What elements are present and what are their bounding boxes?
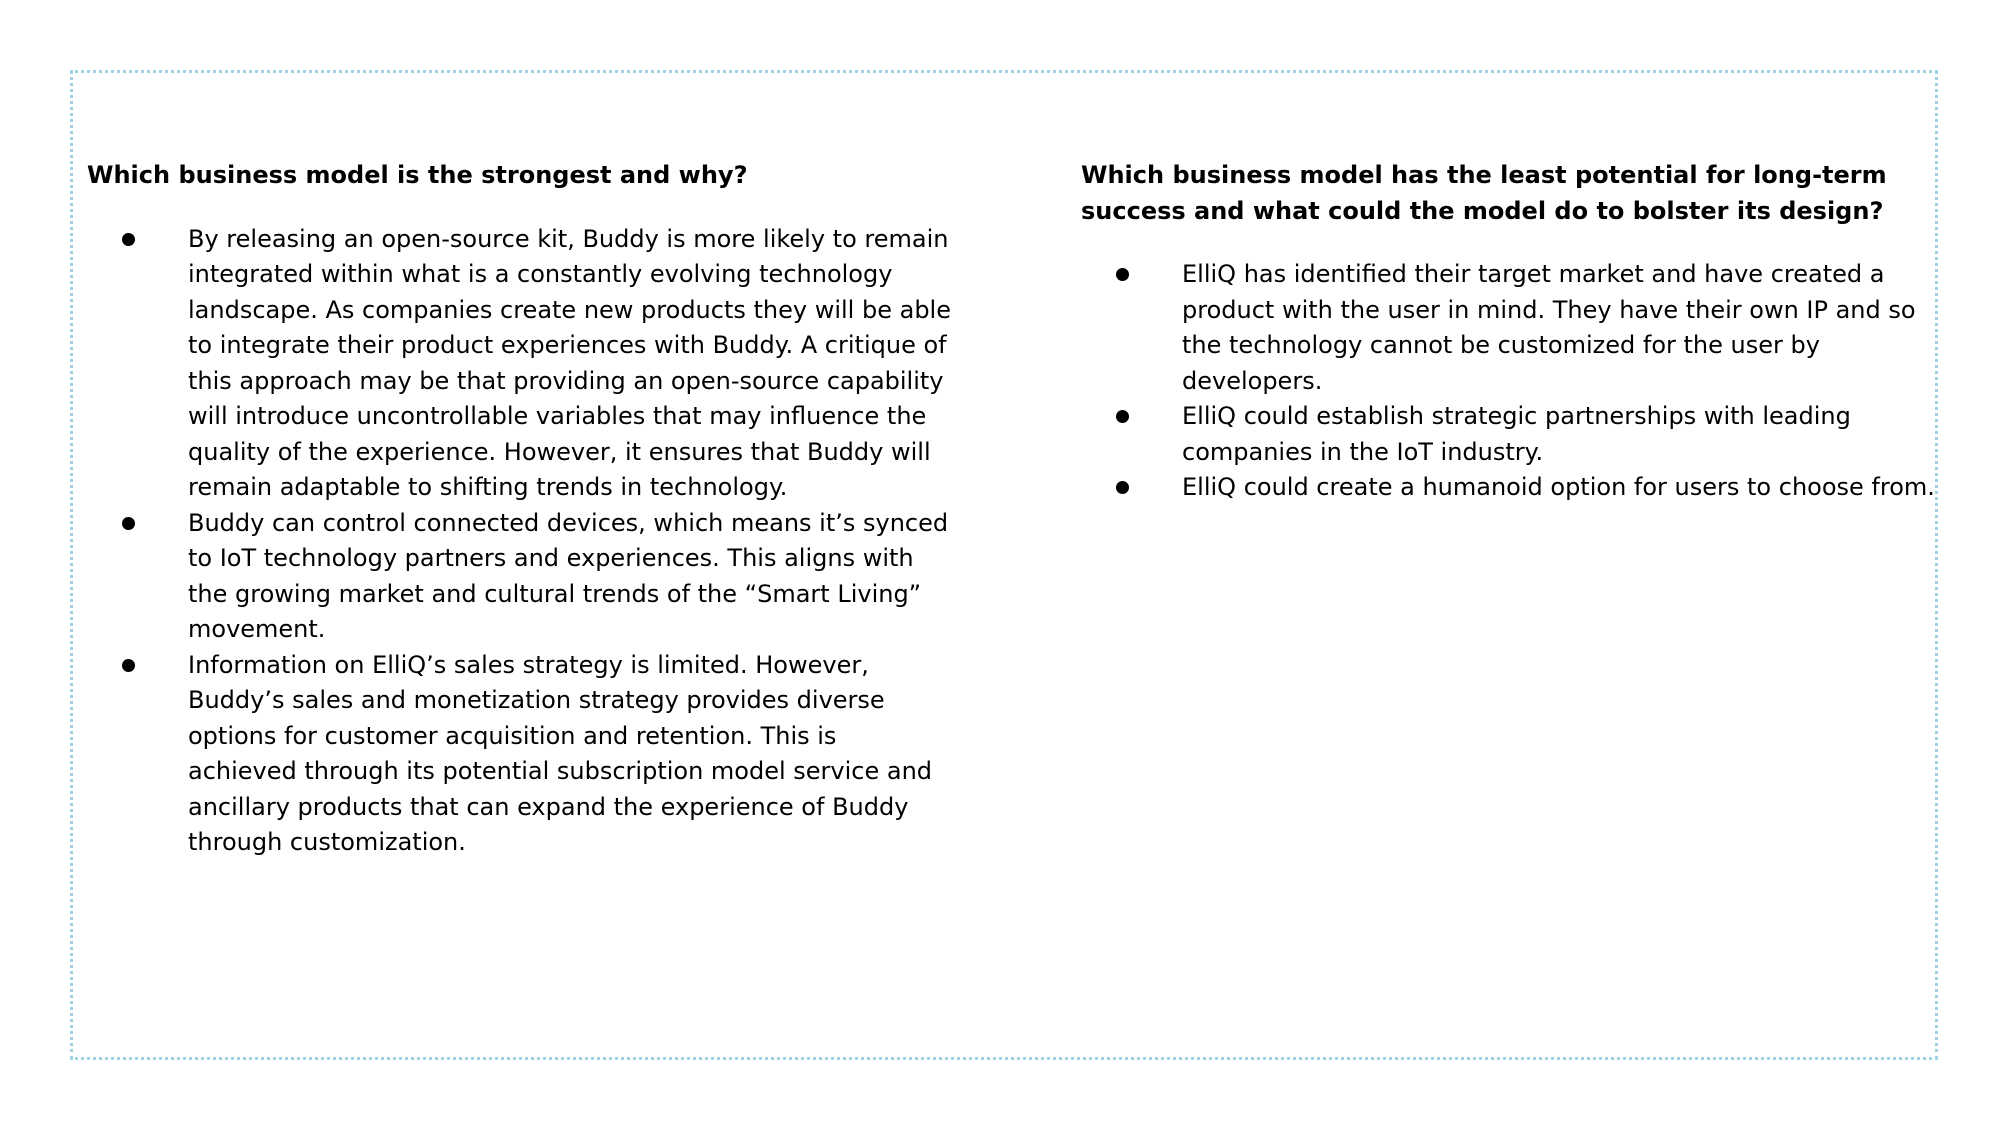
bullet-line: developers.: [1182, 366, 1323, 395]
bullet-line: ancillary products that can expand the experience of Buddy: [188, 792, 909, 821]
left-bullet-2: [87, 506, 987, 648]
bullet-dot-icon: [1116, 268, 1129, 281]
bullet-dot-icon: [1116, 481, 1129, 494]
right-column: [1081, 158, 1981, 506]
bullet-dot-icon: [122, 233, 135, 246]
bullet-line: achieved through its potential subscription model service and: [188, 757, 933, 785]
left-bullet-1: [87, 222, 987, 506]
left-heading: [87, 158, 987, 194]
bullet-line: Buddy can control connected devices, which means it’s synced: [188, 508, 949, 537]
bullet-line: will introduce uncontrollable variables that may influence the: [188, 402, 927, 430]
right-heading: [1081, 158, 1981, 229]
bullet-line: this approach may be that providing an open-source capability: [188, 366, 944, 395]
left-bullet-3: [87, 648, 987, 861]
bullet-dot-icon: [122, 659, 135, 672]
bullet-dot-icon: [122, 517, 135, 530]
bullet-line: the growing market and cultural trends of the “Smart Living”: [188, 579, 922, 608]
left-bullet-list: [87, 222, 987, 861]
bullet-line: companies in the IoT industry.: [1182, 437, 1544, 466]
bullet-line: Buddy’s sales and monetization strategy provides diverse: [188, 686, 885, 714]
right-heading-line: Which business model has the least potential for long-term: [1081, 161, 1887, 189]
bullet-line: the technology cannot be customized for the user by: [1182, 331, 1820, 359]
bullet-dot-icon: [1116, 410, 1129, 423]
right-bullet-2: [1081, 399, 1981, 470]
bullet-line: landscape. As companies create new products they will be able: [188, 295, 951, 324]
bullet-line: Information on ElliQ’s sales strategy is limited. However,: [188, 650, 869, 679]
bullet-line: ElliQ could create a humanoid option for users to choose from.: [1182, 473, 1935, 501]
bullet-line: options for customer acquisition and retention. This is: [188, 721, 837, 750]
bullet-line: ElliQ could establish strategic partnerships with leading: [1182, 402, 1851, 430]
right-bullet-1: [1081, 257, 1981, 399]
bullet-line: integrated within what is a constantly evolving technology: [188, 260, 893, 288]
bullet-line: movement.: [188, 615, 326, 643]
left-heading-text: Which business model is the strongest and why?: [87, 161, 748, 189]
bullet-line: quality of the experience. However, it ensures that Buddy will: [188, 437, 931, 466]
bullet-line: ElliQ has identified their target market and have created a: [1182, 260, 1885, 288]
bullet-line: product with the user in mind. They have their own IP and so: [1182, 295, 1916, 324]
bullet-line: through customization.: [188, 828, 466, 856]
right-bullet-list: [1081, 257, 1981, 506]
bullet-line: to integrate their product experiences with Buddy. A critique of: [188, 331, 947, 359]
bullet-line: to IoT technology partners and experiences. This aligns with: [188, 544, 914, 572]
left-column: [87, 158, 987, 861]
bullet-line: remain adaptable to shifting trends in technology.: [188, 473, 788, 501]
right-heading-line: success and what could the model do to bolster its design?: [1081, 196, 1884, 225]
right-bullet-3: [1081, 470, 1981, 506]
bullet-line: By releasing an open-source kit, Buddy is more likely to remain: [188, 224, 949, 253]
